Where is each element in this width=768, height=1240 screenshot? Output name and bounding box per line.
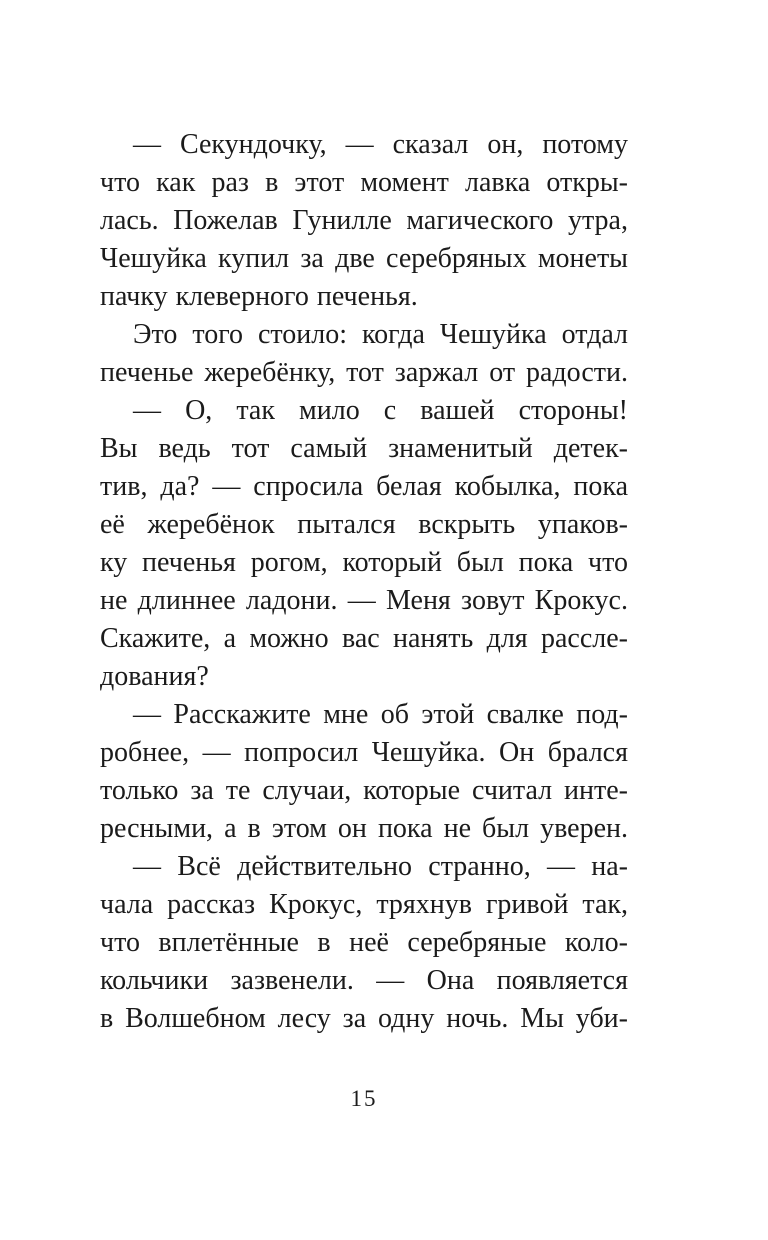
text-line: чала рассказ Крокус, тряхнув гривой так, <box>100 889 628 920</box>
paragraph <box>100 126 628 316</box>
paragraph <box>100 848 628 1038</box>
text-block <box>100 126 628 1038</box>
text-line: дования? <box>100 661 209 692</box>
text-line: Чешуйка купил за две серебряных монеты <box>100 243 628 274</box>
text-line: что вплетённые в неё серебряные коло- <box>100 927 628 958</box>
text-line: тив, да? — спросила белая кобылка, пока <box>100 471 628 502</box>
text-line: — Секундочку, — сказал он, потому <box>133 129 628 160</box>
paragraph <box>100 316 628 392</box>
text-line: — Расскажите мне об этой свалке под- <box>133 699 628 730</box>
text-line: её жеребёнок пытался вскрыть упаков- <box>100 509 628 540</box>
text-line: пачку клеверного печенья. <box>100 281 418 312</box>
text-line: лась. Пожелав Гунилле магического утра, <box>100 205 628 236</box>
text-line: Вы ведь тот самый знаменитый детек- <box>100 433 628 464</box>
text-line: Это того стоило: когда Чешуйка отдал <box>133 319 628 350</box>
page-number: 15 <box>350 1086 378 1111</box>
text-line: — О, так мило с вашей стороны! <box>133 395 628 426</box>
text-line: кольчики зазвенели. — Она появляется <box>100 965 628 996</box>
text-line: печенье жеребёнку, тот заржал от радости. <box>100 357 628 388</box>
text-line: в Волшебном лесу за одну ночь. Мы уби- <box>100 1003 628 1034</box>
text-line: не длиннее ладони. — Меня зовут Крокус. <box>100 585 628 616</box>
text-line: ку печенья рогом, который был пока что <box>100 547 628 578</box>
text-line: робнее, — попросил Чешуйка. Он брался <box>100 737 628 768</box>
text-line: что как раз в этот момент лавка откры- <box>100 167 628 198</box>
text-line: только за те случаи, которые считал инте- <box>100 775 628 806</box>
text-line: Скажите, а можно вас нанять для рассле- <box>100 623 628 654</box>
text-line: ресными, а в этом он пока не был уверен. <box>100 813 628 844</box>
paragraph <box>100 392 628 696</box>
text-line: — Всё действительно странно, — на- <box>133 851 628 882</box>
paragraph <box>100 696 628 848</box>
